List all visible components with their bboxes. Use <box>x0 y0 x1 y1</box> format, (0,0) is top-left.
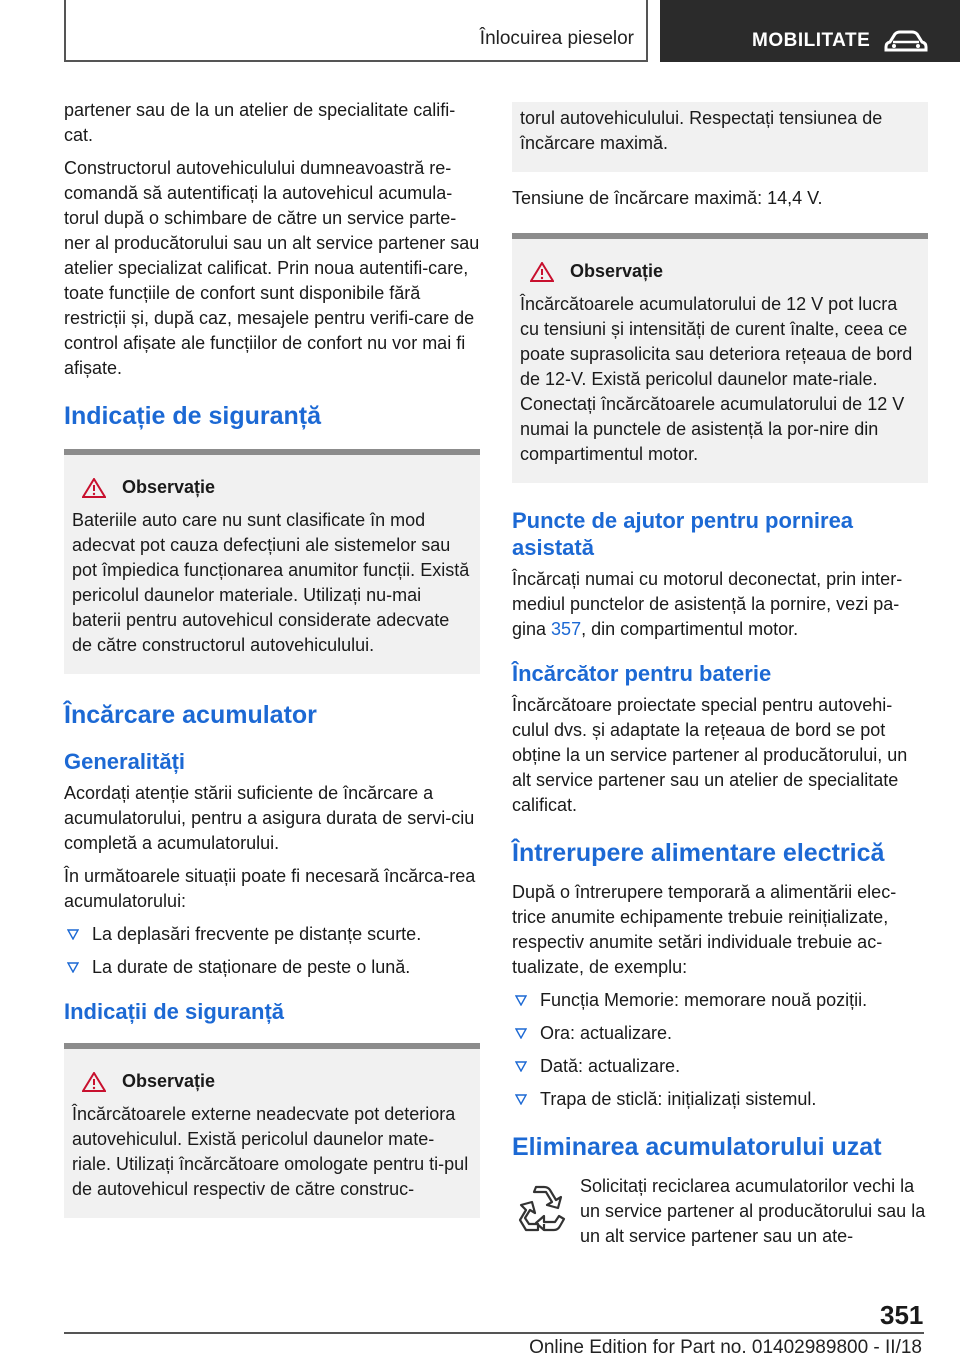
note-text: Încărcătoarele acumulatorului de 12 V pot lucra cu tensiuni și intensități de curent înalte, ceea ce poate suprasolicita sau deteriora rețeaua de bord de 12-V. Există pericolul daunelor mate-riale. Conectați încărcătoarele acumulatorului de 12 V numai la punctele de asistență la por-nire din compartimentul motor. <box>520 294 913 464</box>
heading-battery-charger: Încărcător pentru baterie <box>512 661 772 686</box>
triangle-bullet-icon <box>67 962 79 973</box>
note-text: Bateriile auto care nu sunt clasificate în mod adecvat pot cauza defecțiuni ale sistemelor sau pot împiedica funcționarea anumitor funcții. Există pericolul daunelor materiale. Utilizați nu-mai baterii pentru autovehicul considerate adecvate de către constructorul autovehiculului. <box>72 510 470 655</box>
triangle-bullet-icon <box>515 1028 527 1039</box>
heading-power-interruption: Întrerupere alimentare electrică <box>512 839 885 867</box>
header-section-title: Înlocuirea pieselor <box>479 28 634 49</box>
list-item: Ora: actualizare. <box>512 1021 928 1046</box>
note-title: Observație <box>570 261 664 281</box>
paragraph: Tensiune de încărcare maximă: 14,4 V. <box>512 188 823 208</box>
footer-divider <box>64 1332 924 1334</box>
heading-old-battery-disposal: Eliminarea acumulatorului uzat <box>512 1133 882 1161</box>
page-link[interactable]: 357 <box>551 619 582 639</box>
warning-icon <box>82 1072 106 1092</box>
note-title: Observație <box>122 477 216 497</box>
note-text: torul autovehiculului. Respectați tensiunea de încărcare maximă. <box>520 108 883 153</box>
note-box-continued <box>512 102 928 172</box>
page-number: 351 <box>880 1300 924 1330</box>
note-text: Încărcătoarele externe neadecvate pot deteriora autovehiculul. Există pericolul daunelor mate-riale. Utilizați încărcătoare omologate pentru ti-pul de autovehicul respectiv de către construc- <box>72 1104 469 1199</box>
note-title: Observație <box>122 1071 216 1091</box>
triangle-bullet-icon <box>515 995 527 1006</box>
bullet-list <box>64 922 480 980</box>
paragraph: Acordați atenție stării suficiente de încărcare a acumulatorului, pentru a asigura durata de servi-ciu completă a acumulatorului. <box>64 783 475 853</box>
warning-icon <box>82 478 106 498</box>
list-item: Dată: actualizare. <box>512 1054 928 1079</box>
heading-safety-note: Indicație de siguranță <box>64 402 322 430</box>
left-column <box>64 98 480 1232</box>
heading-battery-charging: Încărcare acumulator <box>64 701 317 729</box>
list-item: Trapa de sticlă: inițializați sistemul. <box>512 1087 928 1112</box>
paragraph: Constructorul autovehiculului dumneavoastră re-comandă să autentificați la autovehicul acumula-torul după o schimbare de către un service parte-ner al producătorului sau un alt service partener sau atelier specializat calificat. Prin noua autentifi-care, toate funcțiile de confort sunt disponibile fără restricții și, după caz, mesajele pentru verifi-care de control afișate ale funcțiilor de confort nu vor mai fi afișate. <box>64 158 480 378</box>
recycle-icon <box>514 1184 566 1236</box>
warning-icon <box>530 262 554 282</box>
paragraph: După o întrerupere temporară a alimentării elec-trice anumite echipamente trebuie reinițializate, respectiv anumite setări individuale trebuie ac-tualizate, de exemplu: <box>512 882 897 977</box>
triangle-bullet-icon <box>515 1094 527 1105</box>
list-item: La durate de staționare de peste o lună. <box>64 955 480 980</box>
paragraph: În următoarele situații poate fi necesară încărca-rea acumulatorului: <box>64 866 476 911</box>
paragraph: Solicitați reciclarea acumulatorilor vechi la un service partener al producătorului sau la un alt service partener sau un ate- <box>580 1176 926 1246</box>
list-item: Funcția Memorie: memorare nouă poziții. <box>512 988 928 1013</box>
triangle-bullet-icon <box>67 929 79 940</box>
header-chapter-box <box>660 0 960 62</box>
right-column <box>512 102 928 1257</box>
note-box <box>64 1043 480 1218</box>
recycle-block <box>512 1174 928 1257</box>
heading-general: Generalități <box>64 749 186 774</box>
paragraph: Încărcați numai cu motorul deconectat, prin inter-mediul punctelor de asistență la pornire, vezi pa-gina 357, din compartimentul motor. <box>512 569 903 639</box>
heading-safety-notes: Indicații de siguranță <box>64 999 285 1024</box>
heading-jump-start-points: Puncte de ajutor pentru pornirea asistată <box>512 508 854 560</box>
triangle-bullet-icon <box>515 1061 527 1072</box>
header-section-box <box>64 0 648 62</box>
bullet-list <box>512 988 928 1112</box>
paragraph: Încărcătoare proiectate special pentru autovehi-culul dvs. și adaptate la rețeaua de bord se pot obține la un service partener al producătorului, un alt service partener sau un atelier de specialitate calificat. <box>512 695 908 815</box>
paragraph: partener sau de la un atelier de specialitate califi-cat. <box>64 100 456 145</box>
header-chapter-title: MOBILITATE <box>752 30 871 51</box>
note-box <box>64 449 480 674</box>
list-item: La deplasări frecvente pe distanțe scurte. <box>64 922 480 947</box>
car-icon <box>884 30 928 54</box>
note-box <box>512 233 928 483</box>
footer-edition: Online Edition for Part no. 01402989800 - II/18 <box>529 1337 922 1358</box>
